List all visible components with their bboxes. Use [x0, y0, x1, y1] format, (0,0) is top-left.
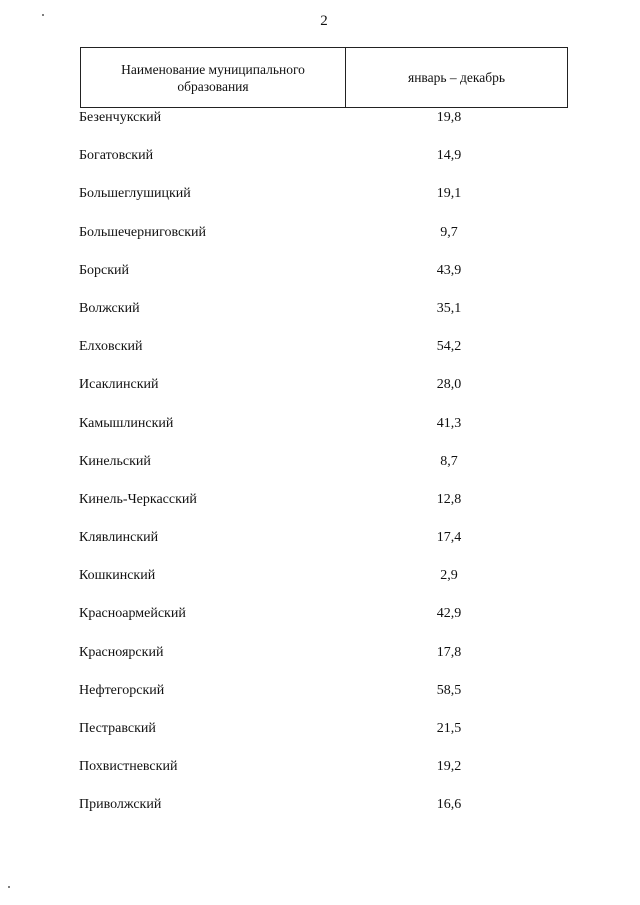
header-period: январь – декабрь: [407, 70, 505, 85]
row-name: Кинельский: [79, 453, 151, 469]
table-row: [79, 454, 569, 492]
table-row: [79, 416, 569, 454]
table-row: [79, 148, 569, 186]
row-name: Приволжский: [79, 797, 162, 813]
row-name: Кошкинский: [79, 568, 156, 584]
row-value: 2,9: [440, 568, 458, 584]
row-value: 17,4: [436, 530, 462, 546]
page-number: 2: [320, 13, 328, 29]
row-name: Красноармейский: [79, 606, 186, 622]
row-name: Безенчукский: [79, 110, 162, 125]
row-value: 14,9: [436, 148, 462, 164]
row-value: 43,9: [436, 262, 462, 278]
row-name: Нефтегорский: [79, 682, 165, 698]
row-value: 17,8: [436, 644, 462, 660]
table-row: [79, 186, 569, 224]
table-row: [79, 568, 569, 606]
row-name: Исаклинский: [79, 377, 159, 393]
table-row: [79, 339, 569, 377]
row-value: 16,6: [436, 797, 462, 813]
row-value: 35,1: [436, 300, 462, 316]
row-name: Пестравский: [79, 721, 156, 736]
table-header: [80, 47, 568, 108]
table-row: [79, 301, 569, 339]
table-row: [79, 683, 569, 721]
row-name: Камышлинский: [79, 415, 174, 431]
row-value: 42,9: [436, 606, 462, 622]
row-value: 58,5: [436, 682, 462, 698]
table-body: [79, 110, 569, 836]
row-value: 54,2: [436, 339, 462, 355]
row-name: Большечерниговский: [79, 224, 207, 240]
table-row: [79, 645, 569, 683]
row-name: Богатовский: [79, 148, 154, 164]
table-row: [79, 606, 569, 644]
row-value: 19,8: [436, 110, 462, 125]
table-row: [79, 263, 569, 301]
header-municipality-name: Наименование муниципального образования: [81, 48, 346, 107]
row-value: 28,0: [436, 377, 462, 393]
row-name: Кинель-Черкасский: [79, 491, 197, 507]
row-value: 41,3: [436, 415, 462, 431]
row-value: 9,7: [440, 224, 458, 240]
table-row: [79, 377, 569, 415]
row-value: 21,5: [436, 721, 462, 736]
scan-speck: [8, 886, 10, 888]
table-row: [79, 530, 569, 568]
row-name: Похвистневский: [79, 759, 178, 775]
table-row: [79, 492, 569, 530]
row-name: Большеглушицкий: [79, 186, 191, 202]
table-row: [79, 110, 569, 148]
row-value: 19,1: [436, 186, 462, 202]
row-name: Красноярский: [79, 644, 164, 660]
row-name: Елховский: [79, 339, 143, 355]
row-name: Клявлинский: [79, 530, 159, 546]
row-value: 19,2: [436, 759, 462, 775]
row-value: 8,7: [440, 453, 458, 469]
row-name: Борский: [79, 262, 130, 278]
table-row: [79, 721, 569, 759]
table-row: [79, 759, 569, 797]
row-name: Волжский: [79, 300, 140, 316]
table-row: [79, 225, 569, 263]
row-value: 12,8: [436, 491, 462, 507]
table-row: [79, 797, 569, 835]
